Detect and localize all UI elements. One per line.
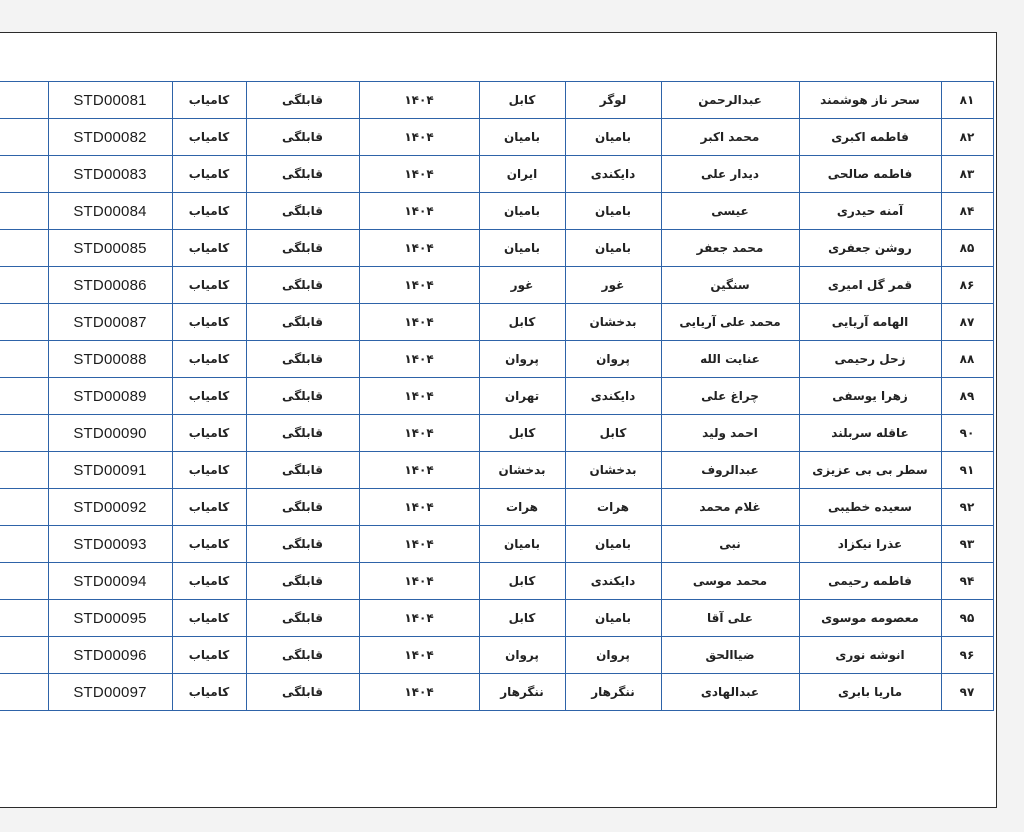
student-name-cell: انوشه نوری: [799, 637, 941, 674]
year-cell: ۱۴۰۴: [359, 119, 479, 156]
table-row: [0, 600, 993, 637]
program-cell: قابلگی: [246, 119, 359, 156]
table-row: [0, 563, 993, 600]
blank-cell: [0, 489, 48, 526]
table-row: [0, 526, 993, 563]
birthplace-cell: کابل: [479, 304, 565, 341]
father-name-cell: محمد علی آریایی: [661, 304, 799, 341]
blank-cell: [0, 637, 48, 674]
result-cell: کامیاب: [172, 489, 246, 526]
birthplace-cell: ننگرهار: [479, 674, 565, 711]
student-id-cell: STD00083: [48, 156, 172, 193]
year-cell: ۱۴۰۴: [359, 674, 479, 711]
year-cell: ۱۴۰۴: [359, 637, 479, 674]
result-cell: کامیاب: [172, 600, 246, 637]
table-row: [0, 267, 993, 304]
blank-cell: [0, 674, 48, 711]
row-number-cell: ۸۱: [941, 82, 993, 119]
program-cell: قابلگی: [246, 637, 359, 674]
province-cell: ننگرهار: [565, 674, 661, 711]
table-row: [0, 193, 993, 230]
father-name-cell: سنگین: [661, 267, 799, 304]
table-row: [0, 452, 993, 489]
year-cell: ۱۴۰۴: [359, 563, 479, 600]
father-name-cell: عیسی: [661, 193, 799, 230]
birthplace-cell: بدخشان: [479, 452, 565, 489]
program-cell: قابلگی: [246, 674, 359, 711]
student-id-cell: STD00097: [48, 674, 172, 711]
program-cell: قابلگی: [246, 193, 359, 230]
father-name-cell: محمد موسی: [661, 563, 799, 600]
student-id-cell: STD00082: [48, 119, 172, 156]
result-cell: کامیاب: [172, 526, 246, 563]
row-number-cell: ۸۷: [941, 304, 993, 341]
row-number-cell: ۹۱: [941, 452, 993, 489]
student-name-cell: معصومه موسوی: [799, 600, 941, 637]
student-id-cell: STD00095: [48, 600, 172, 637]
table-body: [0, 82, 993, 711]
province-cell: کابل: [565, 415, 661, 452]
student-id-cell: STD00089: [48, 378, 172, 415]
table-row: [0, 230, 993, 267]
student-name-cell: سطر بی بی عزیزی: [799, 452, 941, 489]
program-cell: قابلگی: [246, 563, 359, 600]
birthplace-cell: تهران: [479, 378, 565, 415]
province-cell: غور: [565, 267, 661, 304]
year-cell: ۱۴۰۴: [359, 489, 479, 526]
birthplace-cell: پروان: [479, 637, 565, 674]
student-name-cell: فاطمه اکبری: [799, 119, 941, 156]
student-id-cell: STD00093: [48, 526, 172, 563]
blank-cell: [0, 304, 48, 341]
blank-cell: [0, 82, 48, 119]
student-id-cell: STD00086: [48, 267, 172, 304]
result-cell: کامیاب: [172, 378, 246, 415]
row-number-cell: ۸۵: [941, 230, 993, 267]
document-page: [0, 32, 997, 808]
year-cell: ۱۴۰۴: [359, 267, 479, 304]
birthplace-cell: غور: [479, 267, 565, 304]
student-name-cell: سحر ناز هوشمند: [799, 82, 941, 119]
year-cell: ۱۴۰۴: [359, 156, 479, 193]
province-cell: دایکندی: [565, 378, 661, 415]
result-cell: کامیاب: [172, 304, 246, 341]
table-row: [0, 119, 993, 156]
father-name-cell: عبدالرحمن: [661, 82, 799, 119]
result-cell: کامیاب: [172, 415, 246, 452]
father-name-cell: احمد ولید: [661, 415, 799, 452]
student-name-cell: آمنه حیدری: [799, 193, 941, 230]
row-number-cell: ۹۶: [941, 637, 993, 674]
result-cell: کامیاب: [172, 637, 246, 674]
blank-cell: [0, 193, 48, 230]
result-cell: کامیاب: [172, 119, 246, 156]
student-id-cell: STD00096: [48, 637, 172, 674]
student-name-cell: عاقله سربلند: [799, 415, 941, 452]
student-table-wrapper: [0, 81, 993, 711]
student-id-cell: STD00092: [48, 489, 172, 526]
student-results-table: [0, 81, 994, 711]
year-cell: ۱۴۰۴: [359, 526, 479, 563]
father-name-cell: محمد اکبر: [661, 119, 799, 156]
father-name-cell: عبدالهادی: [661, 674, 799, 711]
result-cell: کامیاب: [172, 674, 246, 711]
blank-cell: [0, 156, 48, 193]
student-name-cell: الهامه آریایی: [799, 304, 941, 341]
table-row: [0, 489, 993, 526]
student-id-cell: STD00090: [48, 415, 172, 452]
row-number-cell: ۸۴: [941, 193, 993, 230]
birthplace-cell: کابل: [479, 563, 565, 600]
year-cell: ۱۴۰۴: [359, 304, 479, 341]
province-cell: دایکندی: [565, 156, 661, 193]
province-cell: پروان: [565, 341, 661, 378]
blank-cell: [0, 230, 48, 267]
year-cell: ۱۴۰۴: [359, 415, 479, 452]
blank-cell: [0, 415, 48, 452]
student-name-cell: فاطمه رحیمی: [799, 563, 941, 600]
province-cell: دایکندی: [565, 563, 661, 600]
program-cell: قابلگی: [246, 378, 359, 415]
table-row: [0, 156, 993, 193]
student-id-cell: STD00085: [48, 230, 172, 267]
province-cell: بامیان: [565, 119, 661, 156]
student-id-cell: STD00094: [48, 563, 172, 600]
table-row: [0, 341, 993, 378]
year-cell: ۱۴۰۴: [359, 230, 479, 267]
blank-cell: [0, 267, 48, 304]
student-id-cell: STD00091: [48, 452, 172, 489]
year-cell: ۱۴۰۴: [359, 452, 479, 489]
father-name-cell: محمد جعفر: [661, 230, 799, 267]
father-name-cell: دیدار علی: [661, 156, 799, 193]
table-row: [0, 637, 993, 674]
student-name-cell: فاطمه صالحی: [799, 156, 941, 193]
row-number-cell: ۸۳: [941, 156, 993, 193]
student-id-cell: STD00081: [48, 82, 172, 119]
program-cell: قابلگی: [246, 156, 359, 193]
province-cell: بامیان: [565, 193, 661, 230]
program-cell: قابلگی: [246, 452, 359, 489]
province-cell: بدخشان: [565, 304, 661, 341]
program-cell: قابلگی: [246, 230, 359, 267]
birthplace-cell: پروان: [479, 341, 565, 378]
blank-cell: [0, 563, 48, 600]
student-id-cell: STD00087: [48, 304, 172, 341]
father-name-cell: غلام محمد: [661, 489, 799, 526]
birthplace-cell: بامیان: [479, 526, 565, 563]
table-row: [0, 415, 993, 452]
birthplace-cell: هرات: [479, 489, 565, 526]
father-name-cell: عبدالروف: [661, 452, 799, 489]
province-cell: پروان: [565, 637, 661, 674]
result-cell: کامیاب: [172, 193, 246, 230]
year-cell: ۱۴۰۴: [359, 378, 479, 415]
row-number-cell: ۹۷: [941, 674, 993, 711]
student-name-cell: روشن جعفری: [799, 230, 941, 267]
birthplace-cell: بامیان: [479, 193, 565, 230]
result-cell: کامیاب: [172, 82, 246, 119]
father-name-cell: ضیاالحق: [661, 637, 799, 674]
row-number-cell: ۹۳: [941, 526, 993, 563]
blank-cell: [0, 341, 48, 378]
row-number-cell: ۹۵: [941, 600, 993, 637]
father-name-cell: علی آقا: [661, 600, 799, 637]
row-number-cell: ۸۸: [941, 341, 993, 378]
result-cell: کامیاب: [172, 156, 246, 193]
blank-cell: [0, 378, 48, 415]
result-cell: کامیاب: [172, 341, 246, 378]
blank-cell: [0, 600, 48, 637]
province-cell: هرات: [565, 489, 661, 526]
birthplace-cell: ایران: [479, 156, 565, 193]
year-cell: ۱۴۰۴: [359, 341, 479, 378]
program-cell: قابلگی: [246, 526, 359, 563]
student-name-cell: عذرا نیکزاد: [799, 526, 941, 563]
row-number-cell: ۸۲: [941, 119, 993, 156]
table-row: [0, 304, 993, 341]
province-cell: بامیان: [565, 526, 661, 563]
year-cell: ۱۴۰۴: [359, 600, 479, 637]
birthplace-cell: کابل: [479, 415, 565, 452]
program-cell: قابلگی: [246, 267, 359, 304]
province-cell: لوگر: [565, 82, 661, 119]
blank-cell: [0, 526, 48, 563]
row-number-cell: ۸۹: [941, 378, 993, 415]
father-name-cell: نبی: [661, 526, 799, 563]
table-row: [0, 82, 993, 119]
blank-cell: [0, 119, 48, 156]
result-cell: کامیاب: [172, 267, 246, 304]
program-cell: قابلگی: [246, 304, 359, 341]
result-cell: کامیاب: [172, 230, 246, 267]
student-id-cell: STD00088: [48, 341, 172, 378]
province-cell: بامیان: [565, 230, 661, 267]
blank-cell: [0, 452, 48, 489]
birthplace-cell: کابل: [479, 82, 565, 119]
result-cell: کامیاب: [172, 563, 246, 600]
year-cell: ۱۴۰۴: [359, 193, 479, 230]
row-number-cell: ۹۰: [941, 415, 993, 452]
year-cell: ۱۴۰۴: [359, 82, 479, 119]
student-name-cell: قمر گل امیری: [799, 267, 941, 304]
birthplace-cell: بامیان: [479, 230, 565, 267]
program-cell: قابلگی: [246, 489, 359, 526]
program-cell: قابلگی: [246, 415, 359, 452]
student-name-cell: سعیده خطیبی: [799, 489, 941, 526]
birthplace-cell: بامیان: [479, 119, 565, 156]
student-name-cell: زهرا یوسفی: [799, 378, 941, 415]
father-name-cell: چراغ علی: [661, 378, 799, 415]
province-cell: بامیان: [565, 600, 661, 637]
result-cell: کامیاب: [172, 452, 246, 489]
row-number-cell: ۹۲: [941, 489, 993, 526]
table-row: [0, 378, 993, 415]
program-cell: قابلگی: [246, 600, 359, 637]
row-number-cell: ۸۶: [941, 267, 993, 304]
program-cell: قابلگی: [246, 82, 359, 119]
student-id-cell: STD00084: [48, 193, 172, 230]
province-cell: بدخشان: [565, 452, 661, 489]
student-name-cell: ماریا بابری: [799, 674, 941, 711]
birthplace-cell: کابل: [479, 600, 565, 637]
table-row: [0, 674, 993, 711]
row-number-cell: ۹۴: [941, 563, 993, 600]
program-cell: قابلگی: [246, 341, 359, 378]
student-name-cell: زحل رحیمی: [799, 341, 941, 378]
father-name-cell: عنایت الله: [661, 341, 799, 378]
